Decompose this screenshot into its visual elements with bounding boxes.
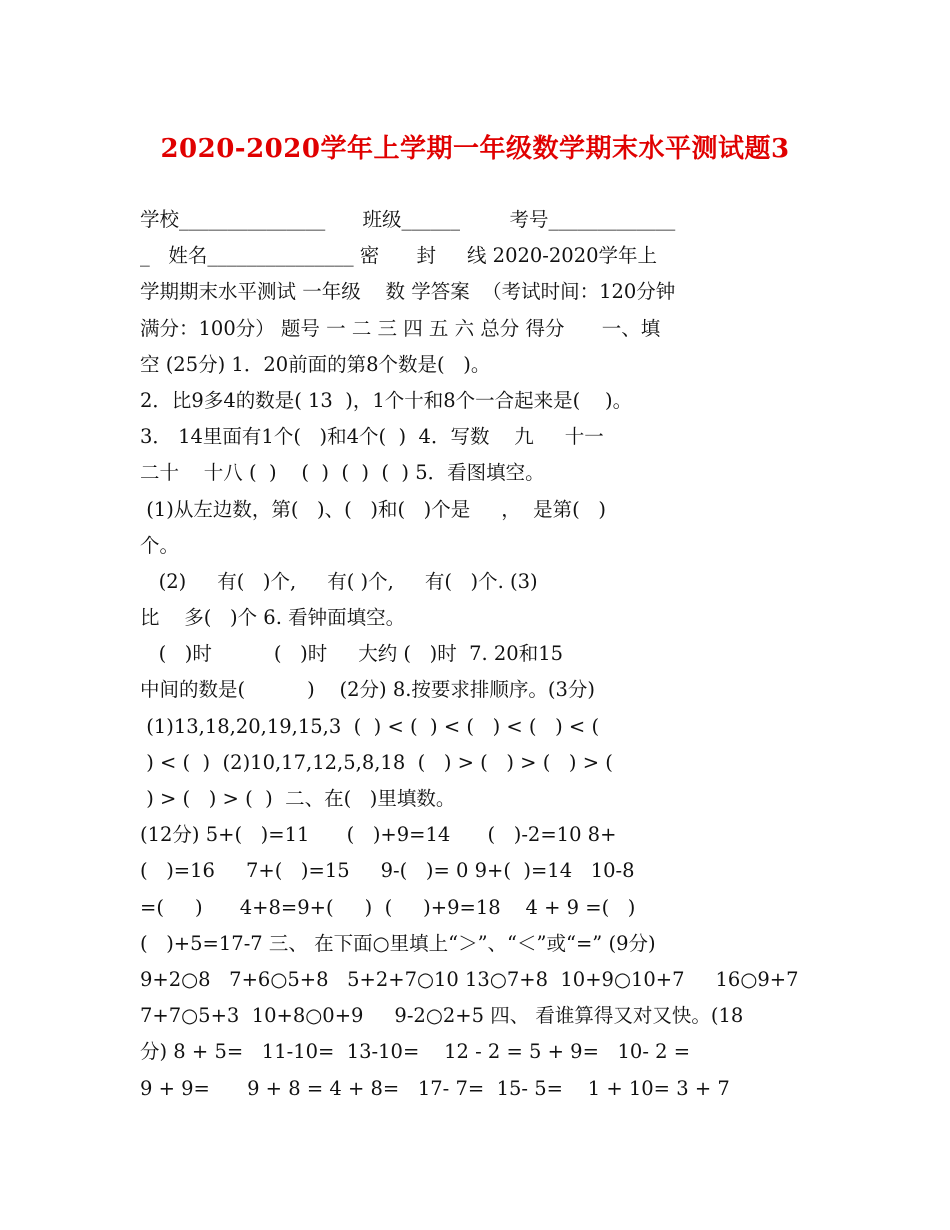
text-line: 2．比9多4的数是( 13 )，1个十和8个一合起来是( )。 [140, 388, 633, 412]
text-line: ( )时 ( )时 大约 ( )时 7. 20和15 [140, 642, 564, 666]
text-line: (1)从左边数，第( )、( )和( )个是 ， 是第( ) [140, 497, 606, 521]
text-line: ) > ( ) > ( ) 二、在( )里填数。 [140, 787, 456, 810]
text-line: 9 + 9= 9 + 8 = 4 + 8= 17- 7= 15- 5= 1 + 10= 3 + 7 [140, 1076, 730, 1100]
text-line: _ 姓名_______________ 密 封 线 2020-2020学年上 [140, 244, 658, 268]
text-line: 学校_______________ 班级______ 考号_____________ [140, 208, 676, 231]
text-line: 空 (25分) 1．20前面的第8个数是( )。 [140, 352, 491, 376]
text-line: 学期期末水平测试 一年级 数 学答案 （考试时间：120分钟 [140, 280, 676, 304]
document-body [140, 202, 812, 1107]
text-line: (12分) 5+( )=11 ( )+9=14 ( )-2=10 8+ [140, 823, 617, 847]
text-line: 满分：100分） 题号 一 二 三 四 五 六 总分 得分 一、填 [140, 316, 661, 340]
text-line: (2) 有( )个, 有( )个, 有( )个. (3) [140, 569, 538, 593]
text-line: =( ) 4+8=9+( ) ( )+9=18 4 + 9 =( ) [140, 895, 636, 919]
text-line: 中间的数是( ) (2分) 8.按要求排顺序。(3分) [140, 678, 596, 702]
text-line: 9+2○8 7+6○5+8 5+2+7○10 13○7+8 10+9○10+7 16○9+7 [140, 967, 799, 991]
text-line: ( )+5=17-7 三、 在下面○里填上“＞”、“＜”或“=” (9分) [140, 931, 656, 955]
text-line: (1)13,18,20,19,15,3 ( ) < ( ) < ( ) < ( ) < ( [140, 714, 600, 738]
document-title: 2020-2020学年上学期一年级数学期末水平测试题3 [160, 134, 790, 164]
text-line: 7+7○5+3 10+8○0+9 9-2○2+5 四、 看谁算得又对又快。(18 [140, 1004, 744, 1028]
text-line: 分) 8 + 5= 11-10= 13-10= 12 - 2 = 5 + 9= 10- 2 = [140, 1040, 691, 1064]
text-line: 3． 14里面有1个( )和4个( ) 4．写数 九 十一 [140, 425, 604, 449]
text-line: 个。 [140, 533, 180, 557]
text-line: 比 多( )个 6. 看钟面填空。 [140, 606, 406, 630]
text-line: 二十 十八 ( ) ( ) ( ) ( ) 5．看图填空。 [140, 461, 545, 485]
text-line: ) < ( ) (2)10,17,12,5,8,18 ( ) > ( ) > ( ) > ( [140, 750, 613, 774]
text-line: ( )=16 7+( )=15 9-( )= 0 9+( )=14 10-8 [140, 859, 635, 883]
